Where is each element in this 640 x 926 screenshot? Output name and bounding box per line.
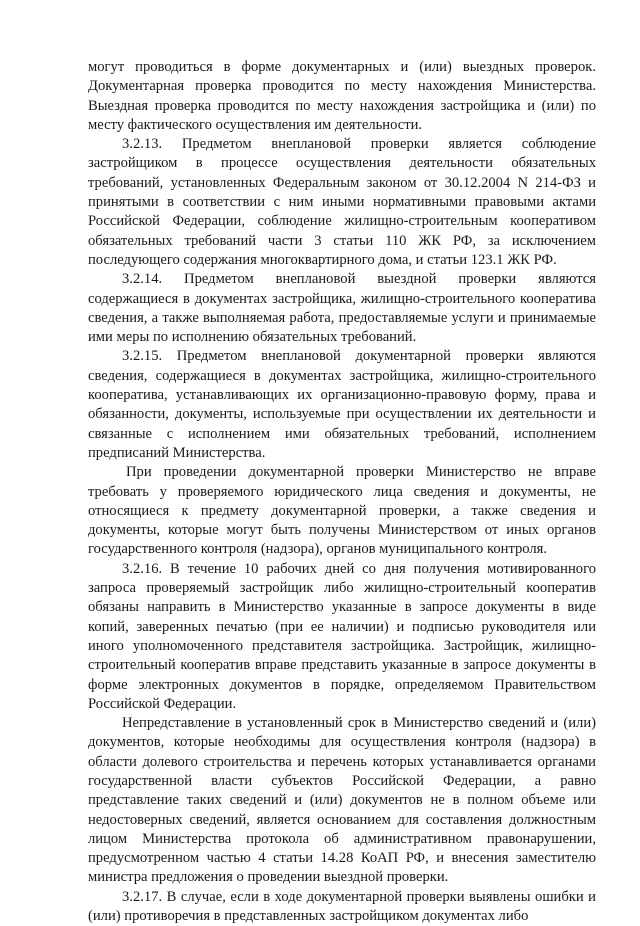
paragraph-3-2-15: 3.2.15. Предметом внеплановой документарной проверки являются сведения, содержащиеся в документах застройщика, жилищно-строительного кооператива, устанавливающих их организационно-правовую форму, права и обязанности, документы, используемые при осуществлении их деятельности и связанные с исполнением ими обязательных требований, исполнением предписаний Министерства.: [88, 348, 596, 461]
paragraph-3-2-17: 3.2.17. В случае, если в ходе документарной проверки выявлены ошибки и (или) противоречия в представленных застройщиком документах либо: [88, 888, 596, 925]
document-page: [88, 58, 596, 926]
paragraph-3-2-15-documentary-limits: При проведении документарной проверки Министерство не вправе требовать у проверяемого юридического лица сведения и документы, не относящиеся к предмету документарной проверки, а также сведения и документы, которые могут быть получены Министерством от иных органов государственного контроля (надзора), органов муниципального контроля.: [88, 464, 596, 558]
paragraph-3-2-16-non-submission: Непредставление в установленный срок в Министерство сведений и (или) документов, которые необходимы для осуществления контроля (надзора) в области долевого строительства и перечень которых устанавливается органами государственной власти субъектов Российской Федерации, а равно представление таких сведений и (или) документов не в полном объеме или недостоверных сведений, является основанием для составления должностным лицом Министерства протокола об административном правонарушении, предусмотренном частью 4 статьи 14.28 КоАП РФ, и внесения заместителю министра предложения о проведении выездной проверки.: [88, 715, 596, 886]
paragraph-3-2-16: 3.2.16. В течение 10 рабочих дней со дня получения мотивированного запроса проверяемый застройщик либо жилищно-строительный кооператив обязаны направить в Министерство указанные в запросе документы в виде копий, заверенных печатью (при ее наличии) и подписью руководителя или иного уполномоченного представителя застройщика. Застройщик, жилищно-строительный кооператив вправе представить указанные в запросе документы в форме электронных документов в порядке, определяемом Правительством Российской Федерации.: [88, 560, 596, 712]
paragraph-3-2-14: 3.2.14. Предметом внеплановой выездной проверки являются содержащиеся в документах застройщика, жилищно-строительного кооператива сведения, а также выполняемая работа, предоставляемые услуги и принимаемые ими меры по исполнению обязательных требований.: [88, 271, 596, 346]
paragraph-continuation: могут проводиться в форме документарных и (или) выездных проверок. Документарная проверка проводится по месту нахождения Министерства. Выездная проверка проводится по месту нахождения застройщика и (или) по месту фактического осуществления им деятельности.: [88, 59, 596, 133]
paragraph-3-2-13: 3.2.13. Предметом внеплановой проверки является соблюдение застройщиком в процессе осуществления деятельности обязательных требований, установленных Федеральным законом от 30.12.2004 N 214-ФЗ и принятыми в соответствии с ним иными нормативными правовыми актами Российской Федерации, соблюдение жилищно-строительным кооперативом обязательных требований части 3 статьи 110 ЖК РФ, за исключением последующего содержания многоквартирного дома, и статьи 123.1 ЖК РФ.: [88, 136, 596, 268]
